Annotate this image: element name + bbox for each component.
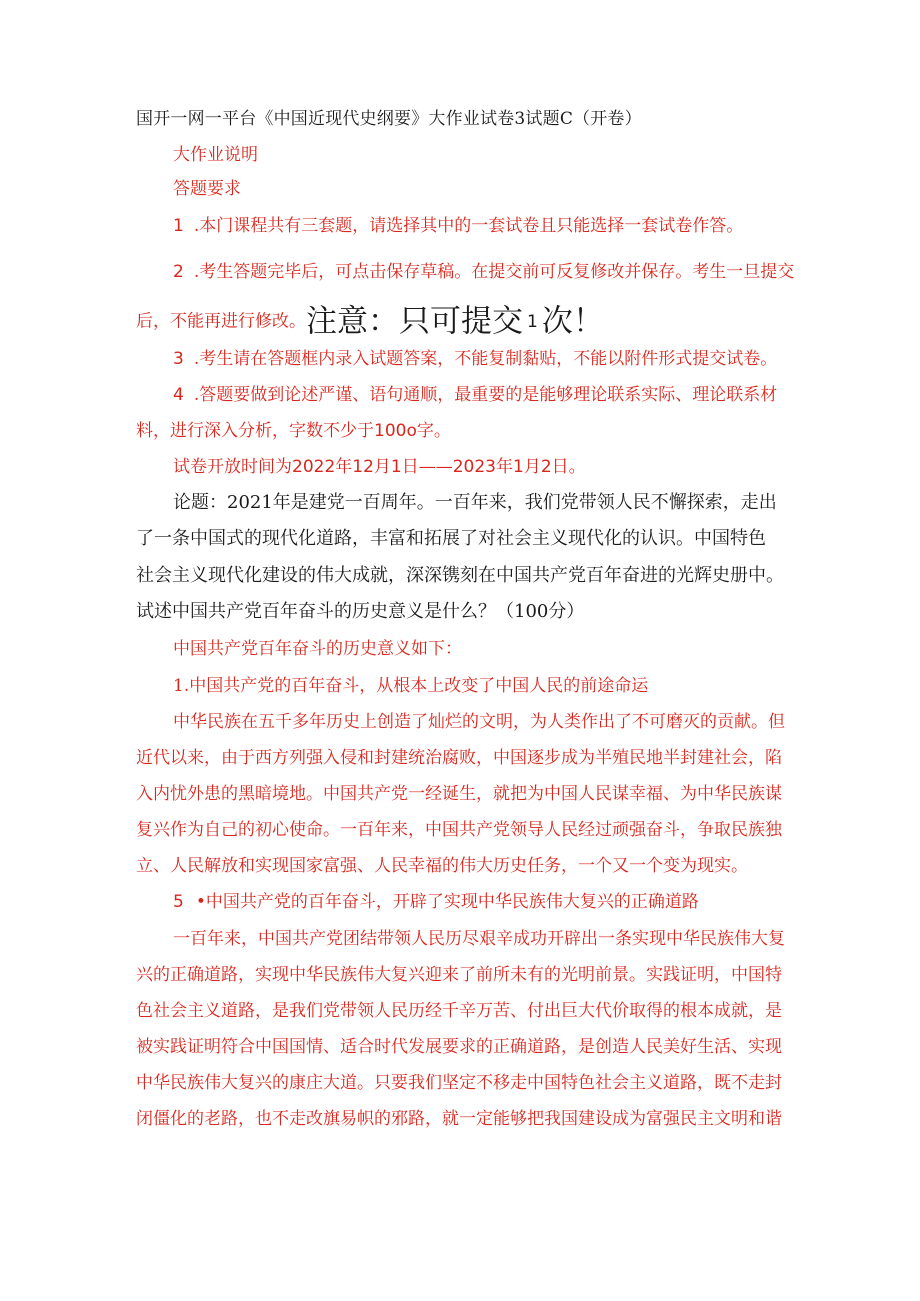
close-year-unit: 年 xyxy=(496,457,513,477)
requirement-1-text: .本门课程共有三套题，请选择其中的一套试卷且只能选择一套试卷作答。 xyxy=(193,216,744,236)
open-month: 12 xyxy=(352,457,374,477)
point-2-line: 闭僵化的老路，也不走改旗易帜的邪路，就一定能够把我国建设成为富强民主文明和谐 xyxy=(136,1109,782,1129)
point-2-line: 中华民族伟大复兴的康庄大道。只要我们坚定不移走中国特色社会主义道路，既不走封 xyxy=(136,1073,782,1093)
requirement-3-number: 3 xyxy=(173,349,184,369)
notice-text-end: 次！ xyxy=(541,303,604,340)
requirement-4-text-end: 字。 xyxy=(416,421,451,441)
open-time-label: 试卷开放时间为 xyxy=(173,457,292,477)
requirement-4-text-cont: 料，进行深入分析，字数不少于 xyxy=(136,421,374,441)
requirement-2-number: 2 xyxy=(173,262,184,282)
point-1-title: 1.中国共产党的百年奋斗，从根本上改变了中国人民的前途命运 xyxy=(173,676,649,696)
requirement-3-text: .考生请在答题框内录入试题答案，不能复制黏贴，不能以附件形式提交试卷。 xyxy=(193,349,778,369)
open-month-unit: 月 xyxy=(373,457,391,477)
point-2-line: 色社会主义道路，是我们党带领人民历经千辛万苦、付出巨大代价取得的根本成就，是 xyxy=(136,1001,782,1021)
document-title: 国开一网一平台《中国近现代史纲要》大作业试卷3试题C（开卷） xyxy=(136,109,642,129)
requirement-4-text: .答题要做到论述严谨、语句通顺，最重要的是能够理论联系实际、理论联系材 xyxy=(193,385,778,405)
requirement-1 xyxy=(173,214,743,238)
requirement-3 xyxy=(173,347,777,371)
open-year-unit: 年 xyxy=(335,457,353,477)
close-month: 1 xyxy=(513,457,524,477)
close-day: 2 xyxy=(540,457,552,477)
close-month-unit: 月 xyxy=(523,457,541,477)
open-day: 1 xyxy=(390,457,402,477)
requirement-2-text-cont: 后，不能再进行修改。 xyxy=(136,311,306,332)
word-count: 100o xyxy=(374,421,417,441)
point-2-title xyxy=(173,890,699,914)
answer-intro: 中国共产党百年奋斗的历史意义如下： xyxy=(173,639,462,659)
section-heading: 大作业说明 xyxy=(173,145,258,165)
topic-line-4: 试述中国共产党百年奋斗的历史意义是什么？（100分） xyxy=(136,601,585,622)
point-1-line: 入内忧外患的黑暗境地。中国共产党一经诞生，就把为中国人民谋幸福、为中华民族谋 xyxy=(136,784,782,804)
requirement-1-number: 1 xyxy=(173,216,184,236)
point-1-line: 近代以来，由于西方列强入侵和封建统治腐败，中国逐步成为半殖民地半封建社会，陷 xyxy=(136,748,782,768)
close-year: 2023 xyxy=(452,457,496,477)
requirement-2-line1 xyxy=(173,260,794,284)
topic-line-2: 了一条中国式的现代化道路，丰富和拓展了对社会主义现代化的认识。中国特色 xyxy=(136,528,766,549)
point-1-line: 复兴作为自己的初心使命。一百年来，中国共产党领导人民经过顽强奋斗，争取民族独 xyxy=(136,820,782,840)
open-day-unit: 日—— xyxy=(401,457,453,477)
requirements-heading: 答题要求 xyxy=(173,179,241,199)
requirement-4-line2 xyxy=(136,419,451,443)
notice-count: 1 xyxy=(527,311,538,332)
point-1-line: 立、人民解放和实现国家富强、人民幸福的伟大历史任务，一个又一个变为现实。 xyxy=(136,856,748,876)
requirement-4-line1 xyxy=(173,383,777,407)
point-2-number: 5 xyxy=(173,892,184,912)
requirement-4-number: 4 xyxy=(173,385,184,405)
point-2-line: 兴的正确道路，实现中华民族伟大复兴迎来了前所未有的光明前景。实践证明，中国特 xyxy=(136,965,782,985)
point-2-title-text: •中国共产党的百年奋斗，开辟了实现中华民族伟大复兴的正确道路 xyxy=(195,892,699,912)
requirement-2-text: .考生答题完毕后，可点击保存草稿。在提交前可反复修改并保存。考生一旦提交 xyxy=(193,262,795,282)
notice-text: 注意：只可提交 xyxy=(306,303,523,340)
open-time xyxy=(173,455,586,479)
point-2-line: 被实践证明符合中国国情、适合时代发展要求的正确道路，是创造人民美好生活、实现 xyxy=(136,1037,782,1057)
topic-line-3: 社会主义现代化建设的伟大成就，深深镌刻在中国共产党百年奋进的光辉史册中。 xyxy=(136,565,784,586)
requirement-2-line2 xyxy=(136,303,604,340)
open-year: 2022 xyxy=(292,457,336,477)
close-day-unit: 日。 xyxy=(551,457,586,477)
point-1-line: 中华民族在五千多年历史上创造了灿烂的文明，为人类作出了不可磨灭的贡献。但 xyxy=(173,712,785,732)
point-2-line: 一百年来，中国共产党团结带领人民历尽艰辛成功开辟出一条实现中华民族伟大复 xyxy=(173,929,785,949)
topic-line-1: 论题：2021年是建党一百周年。一百年来，我们党带领人民不懈探索，走出 xyxy=(173,492,777,513)
